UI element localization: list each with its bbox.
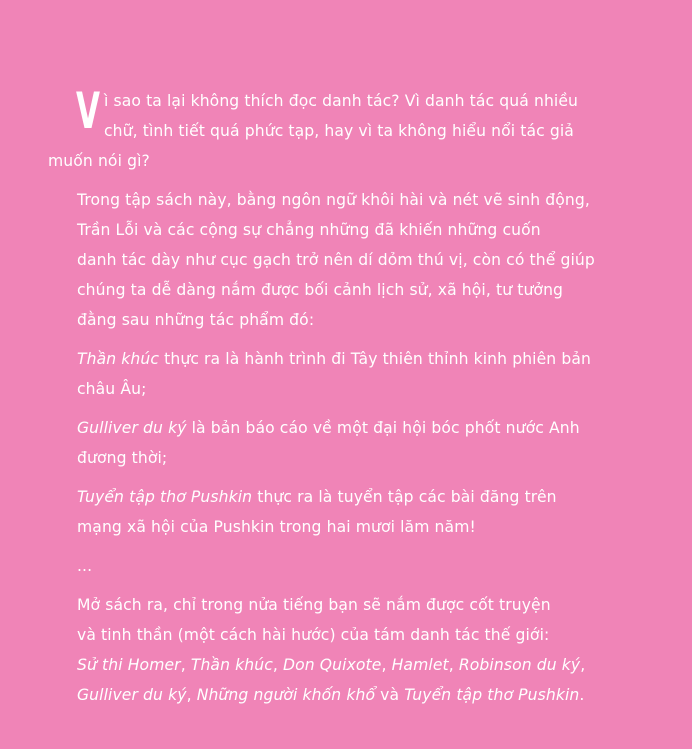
works-line-2	[77, 680, 607, 710]
works-line-1	[77, 650, 607, 680]
description-line-2: Trần Lỗi và các cộng sự chẳng những đã khiến những cuốn	[77, 221, 541, 239]
separator: ,	[448, 656, 459, 674]
conjunction: và	[375, 686, 405, 704]
description-line-3: danh tác dày như cục gạch trở nên dí dỏm thú vị, còn có thể giúp	[77, 251, 595, 269]
description-line-5: đằng sau những tác phẩm đó:	[77, 311, 315, 329]
separator: ,	[272, 656, 284, 674]
pushkin-line-2: mạng xã hội của Pushkin trong hai mươi lăm năm!	[77, 518, 476, 536]
closing-paragraph	[77, 590, 607, 710]
than-khuc-line-1	[77, 344, 607, 374]
ellipsis: ...	[77, 557, 93, 575]
gulliver-title: Gulliver du ký	[77, 419, 187, 437]
work-title: Những người khốn khổ	[196, 686, 376, 704]
description-paragraph	[77, 185, 607, 335]
than-khuc-text: thực ra là hành trình đi Tây thiên thỉnh kinh phiên bản	[159, 350, 591, 368]
work-title: Robinson du ký	[458, 656, 581, 674]
than-khuc-title: Thần khúc	[77, 350, 160, 368]
separator: ,	[180, 656, 191, 674]
closing-line-2: và tinh thần (một cách hài hước) của tám danh tác thế giới:	[77, 626, 550, 644]
gulliver-line-2: đương thời;	[77, 449, 168, 467]
description-line-1: Trong tập sách này, bằng ngôn ngữ khôi hài và nét vẽ sinh động,	[77, 191, 590, 209]
intro-line-3: muốn nói gì?	[48, 152, 150, 170]
intro-line-2: chữ, tình tiết quá phức tạp, hay vì ta không hiểu nổi tác giả	[104, 122, 574, 140]
back-cover-text	[48, 82, 607, 719]
pushkin-paragraph	[77, 482, 607, 542]
pushkin-line-1	[77, 482, 607, 512]
work-title: Hamlet	[391, 656, 449, 674]
work-title: Sử thi Homer	[77, 656, 181, 674]
gulliver-line-1	[77, 413, 607, 443]
work-title: Don Quixote	[283, 656, 382, 674]
work-title: Gulliver du ký	[77, 686, 187, 704]
separator: ,	[580, 656, 586, 674]
period: .	[579, 686, 585, 704]
work-title: Tuyển tập thơ Pushkin	[404, 686, 580, 704]
work-title: Thần khúc	[190, 656, 273, 674]
drop-cap: V	[76, 82, 101, 140]
than-khuc-line-2: châu Âu;	[77, 380, 147, 398]
description-line-4: chúng ta dễ dàng nắm được bối cảnh lịch sử, xã hội, tư tưởng	[77, 281, 564, 299]
gulliver-paragraph	[77, 413, 607, 473]
closing-line-1: Mở sách ra, chỉ trong nửa tiếng bạn sẽ nắm được cốt truyện	[77, 596, 551, 614]
separator: ,	[381, 656, 392, 674]
intro-line-1: ì sao ta lại không thích đọc danh tác? Vì danh tác quá nhiều	[104, 92, 579, 110]
pushkin-text: thực ra là tuyển tập các bài đăng trên	[252, 488, 557, 506]
pushkin-title: Tuyển tập thơ Pushkin	[77, 488, 253, 506]
separator: ,	[186, 686, 197, 704]
than-khuc-paragraph	[77, 344, 607, 404]
gulliver-text: là bản báo cáo về một đại hội bóc phốt nước Anh	[186, 419, 580, 437]
intro-paragraph	[48, 82, 607, 176]
